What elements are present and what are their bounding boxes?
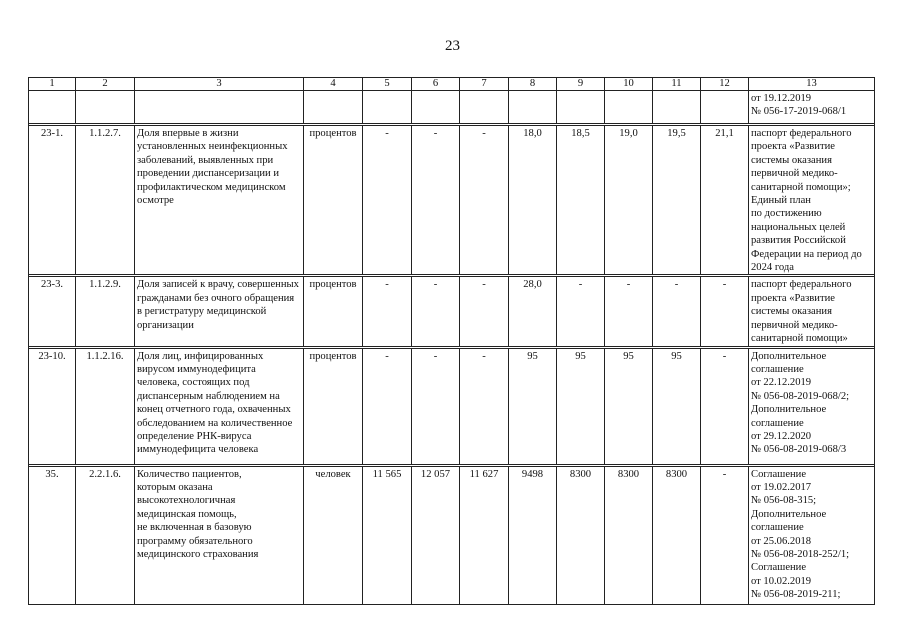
- column-number: 6: [412, 78, 460, 91]
- unit: процентов: [304, 277, 363, 346]
- value-col-12: 21,1: [701, 126, 749, 275]
- row-number: 23-10.: [29, 348, 76, 464]
- column-number: 7: [460, 78, 509, 91]
- value-col-10: 95: [605, 348, 653, 464]
- value-col-5: 11 565: [363, 466, 412, 604]
- value-col-7: -: [460, 277, 509, 346]
- page-number: 23: [445, 38, 460, 54]
- source-document: Дополнительное соглашение от 22.12.2019 № 056-08-2019-068/2; Дополнительное соглашение от 29.12.2020 № 056-08-2019-068/3: [749, 348, 875, 464]
- indicator-code: 1.1.2.16.: [76, 348, 135, 464]
- column-number: 5: [363, 78, 412, 91]
- source-document: Соглашение от 19.02.2017 № 056-08-315; Дополнительное соглашение от 25.06.2018 № 056-08-2018-252/1; Соглашение от 10.02.2019 № 056-08-2019-211;: [749, 466, 875, 604]
- value-col-8: [509, 91, 557, 124]
- value-col-6: [412, 91, 460, 124]
- value-col-10: [605, 91, 653, 124]
- table-row: [29, 126, 875, 275]
- unit: процентов: [304, 126, 363, 275]
- row-number: 35.: [29, 466, 76, 604]
- value-col-6: -: [412, 277, 460, 346]
- unit: человек: [304, 466, 363, 604]
- row-number: [29, 91, 76, 124]
- column-number: 2: [76, 78, 135, 91]
- value-col-6: 12 057: [412, 466, 460, 604]
- column-number: 13: [749, 78, 875, 91]
- value-col-9: 18,5: [557, 126, 605, 275]
- value-col-7: 11 627: [460, 466, 509, 604]
- value-col-11: 8300: [653, 466, 701, 604]
- indicator-name: [135, 91, 304, 124]
- value-col-12: -: [701, 466, 749, 604]
- value-col-11: -: [653, 277, 701, 346]
- value-col-8: 18,0: [509, 126, 557, 275]
- value-col-5: [363, 91, 412, 124]
- value-col-7: -: [460, 126, 509, 275]
- value-col-8: 28,0: [509, 277, 557, 346]
- indicator-code: 1.1.2.9.: [76, 277, 135, 346]
- column-number: 12: [701, 78, 749, 91]
- value-col-11: 95: [653, 348, 701, 464]
- column-number: 9: [557, 78, 605, 91]
- value-col-11: [653, 91, 701, 124]
- value-col-10: 8300: [605, 466, 653, 604]
- column-number: 3: [135, 78, 304, 91]
- value-col-10: -: [605, 277, 653, 346]
- value-col-7: -: [460, 348, 509, 464]
- value-col-5: -: [363, 126, 412, 275]
- indicators-table: [28, 77, 875, 605]
- value-col-9: 95: [557, 348, 605, 464]
- value-col-5: -: [363, 277, 412, 346]
- unit: [304, 91, 363, 124]
- column-number: 10: [605, 78, 653, 91]
- value-col-9: [557, 91, 605, 124]
- column-number: 11: [653, 78, 701, 91]
- column-number: 4: [304, 78, 363, 91]
- indicator-code: 1.1.2.7.: [76, 126, 135, 275]
- indicator-name: Доля впервые в жизни установленных неинфекционных заболеваний, выявленных при проведении диспансеризации и профилактическом медицинском осмотре: [135, 126, 304, 275]
- source-document: от 19.12.2019 № 056-17-2019-068/1: [749, 91, 875, 124]
- value-col-9: 8300: [557, 466, 605, 604]
- value-col-12: -: [701, 348, 749, 464]
- column-number: 1: [29, 78, 76, 91]
- unit: процентов: [304, 348, 363, 464]
- value-col-8: 9498: [509, 466, 557, 604]
- source-document: паспорт федерального проекта «Развитие системы оказания первичной медико-санитарной помощи»; Единый план по достижению национальных целей развития Российской Федерации на период до 2024 года: [749, 126, 875, 275]
- value-col-12: [701, 91, 749, 124]
- value-col-9: -: [557, 277, 605, 346]
- table-row: [29, 466, 875, 604]
- table-row: [29, 277, 875, 346]
- indicator-name: Количество пациентов, которым оказана высокотехнологичная медицинская помощь, не включенная в базовую программу обязательного медицинского страхования: [135, 466, 304, 604]
- value-col-5: -: [363, 348, 412, 464]
- table-row: [29, 348, 875, 464]
- column-number-header-row: [29, 78, 875, 91]
- column-number: 8: [509, 78, 557, 91]
- value-col-11: 19,5: [653, 126, 701, 275]
- value-col-7: [460, 91, 509, 124]
- indicator-name: Доля записей к врачу, совершенных гражданами без очного обращения в регистратуру медицинской организации: [135, 277, 304, 346]
- value-col-6: -: [412, 348, 460, 464]
- source-document: паспорт федерального проекта «Развитие системы оказания первичной медико-санитарной помощи»: [749, 277, 875, 346]
- indicator-name: Доля лиц, инфицированных вирусом иммунодефицита человека, состоящих под диспансерным наблюдением на конец отчетного года, охваченных обследованием на количественное определение РНК-вируса иммунодефицита человека: [135, 348, 304, 464]
- value-col-8: 95: [509, 348, 557, 464]
- value-col-10: 19,0: [605, 126, 653, 275]
- indicator-code: [76, 91, 135, 124]
- value-col-12: -: [701, 277, 749, 346]
- row-number: 23-3.: [29, 277, 76, 346]
- table-row: [29, 91, 875, 124]
- row-number: 23-1.: [29, 126, 76, 275]
- indicator-code: 2.2.1.6.: [76, 466, 135, 604]
- value-col-6: -: [412, 126, 460, 275]
